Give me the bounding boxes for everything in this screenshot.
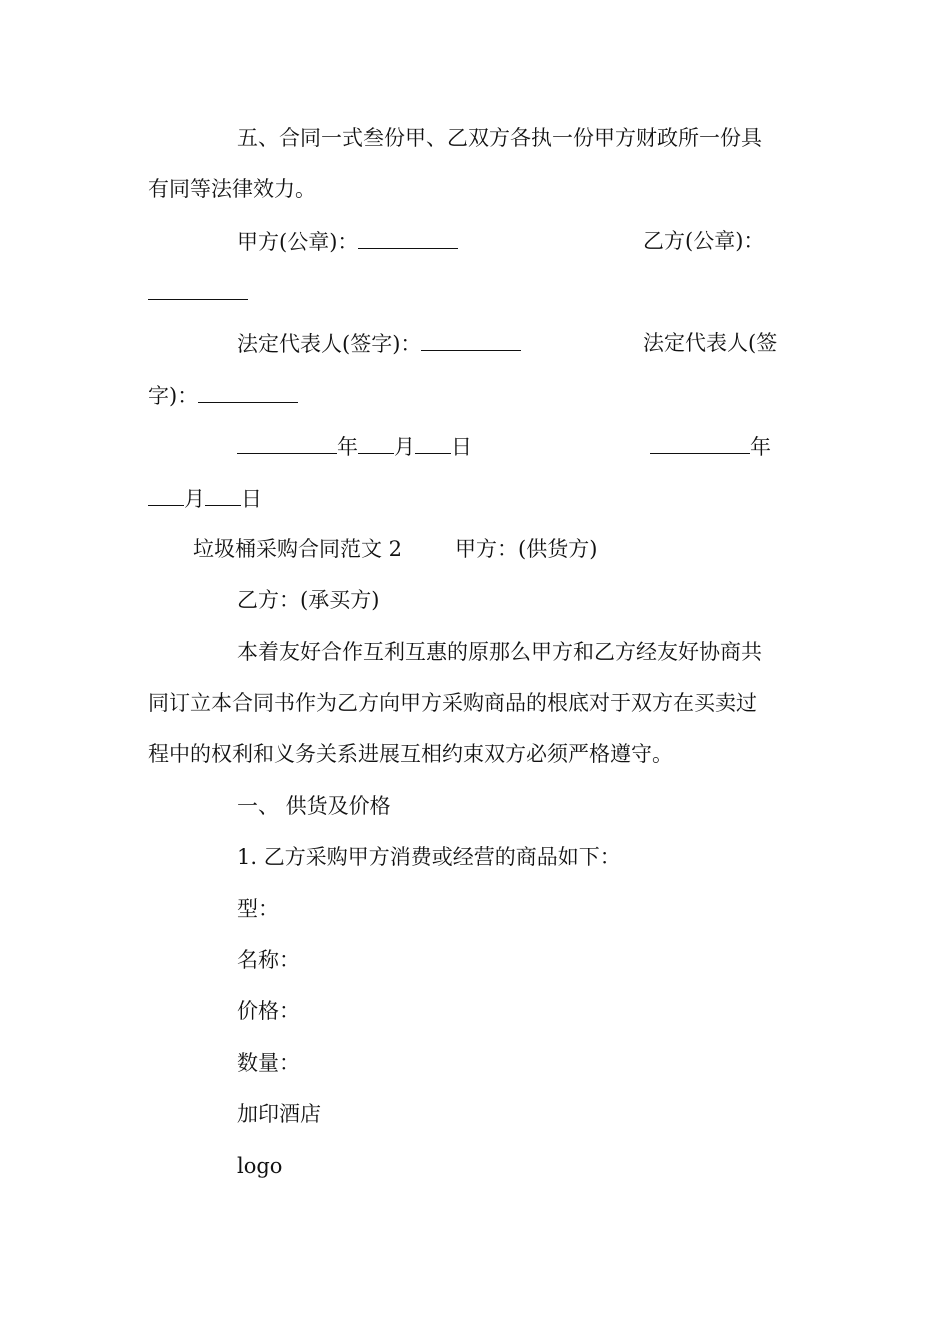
date-b-year-line — [650, 432, 771, 461]
date-a-year-blank — [237, 432, 337, 454]
date-a-day-label: 日 — [451, 435, 472, 459]
field-model: 型： — [237, 897, 279, 921]
party-a-supplier: 甲方：(供货方) — [455, 537, 598, 561]
intro-line-2: 同订立本合同书作为乙方向甲方采购商品的根底对于双方在买卖过 — [148, 691, 757, 715]
field-quantity: 数量： — [237, 1051, 300, 1075]
date-a-year-label: 年 — [337, 435, 358, 459]
item-1: 1. 乙方采购甲方消费或经营的商品如下： — [237, 845, 621, 869]
intro-line-1: 本着友好合作互利互惠的原那么甲方和乙方经友好协商共 — [237, 640, 762, 664]
date-b-month-blank — [148, 484, 184, 506]
party-b-seal-label: 乙方(公章)： — [643, 229, 765, 253]
date-a-month-label: 月 — [394, 435, 415, 459]
legal-rep-b-label-part2: 字)： — [148, 384, 199, 408]
contract-title: 垃圾桶采购合同范文 2 — [193, 537, 403, 561]
party-a-seal-blank — [358, 227, 458, 249]
date-a-day-blank — [415, 432, 451, 454]
date-b-day-blank — [205, 484, 241, 506]
field-print-hotel: 加印酒店 — [237, 1102, 321, 1126]
legal-rep-b-blank — [198, 381, 298, 403]
legal-rep-a-blank — [421, 329, 521, 351]
section-1-heading: 一、 供货及价格 — [237, 794, 391, 818]
legal-rep-b-label-part1: 法定代表人(签 — [643, 331, 778, 355]
party-b-seal-blank — [148, 278, 248, 300]
field-price: 价格： — [237, 999, 300, 1023]
date-b-day-label: 日 — [241, 487, 262, 511]
legal-rep-a-line — [237, 329, 521, 358]
party-b-buyer: 乙方：(承买方) — [237, 588, 380, 612]
date-a-line — [237, 432, 472, 461]
date-b-year-label: 年 — [750, 435, 771, 459]
field-logo: logo — [237, 1154, 283, 1178]
clause-5-line-2: 有同等法律效力。 — [148, 177, 316, 201]
intro-line-3: 程中的权利和义务关系进展互相约束双方必须严格遵守。 — [148, 742, 673, 766]
legal-rep-a-label: 法定代表人(签字)： — [237, 332, 422, 356]
field-name: 名称： — [237, 948, 300, 972]
party-a-seal-label: 甲方(公章)： — [237, 230, 359, 254]
party-b-seal-line — [148, 278, 248, 307]
date-b-year-blank — [650, 432, 750, 454]
party-a-seal-line — [237, 227, 458, 256]
date-a-month-blank — [358, 432, 394, 454]
date-b-month-label: 月 — [184, 487, 205, 511]
date-b-month-day-line — [148, 484, 262, 513]
legal-rep-b-line — [148, 381, 298, 410]
clause-5-line-1: 五、合同一式叁份甲、乙双方各执一份甲方财政所一份具 — [237, 126, 762, 150]
